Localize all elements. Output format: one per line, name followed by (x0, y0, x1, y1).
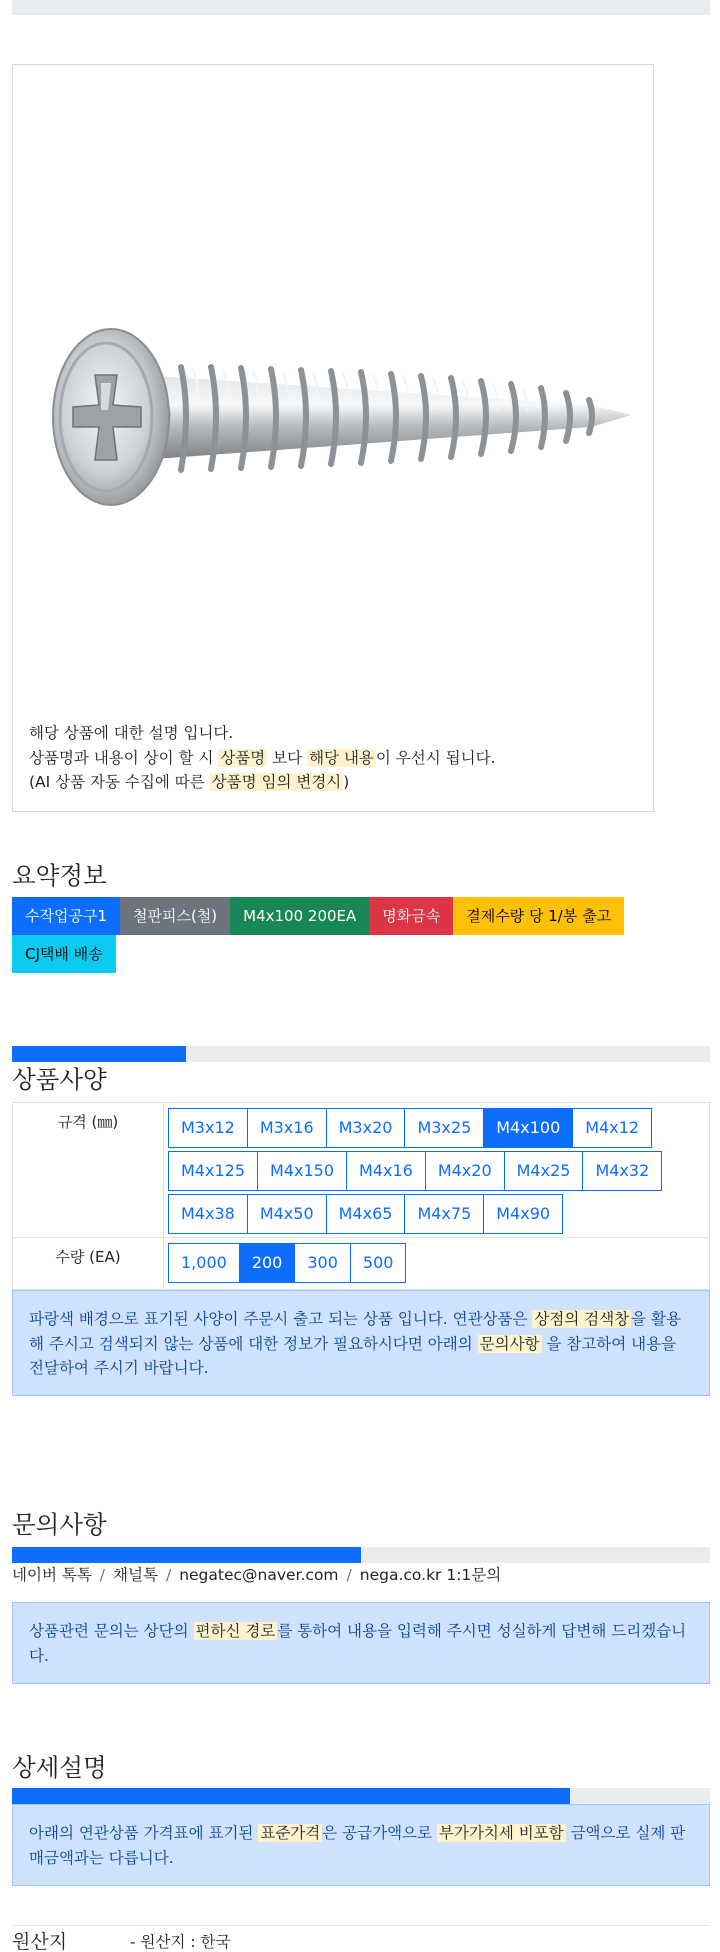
detail-progress-fill (12, 1788, 570, 1804)
spec-label-size: 규격 (㎜) (13, 1103, 164, 1237)
desc-text: 상품명과 내용이 상이 할 시 (29, 748, 219, 767)
notice-text: 은 공급가액으로 (322, 1824, 437, 1842)
size-option[interactable]: M4x20 (425, 1151, 505, 1191)
size-option[interactable]: M3x20 (326, 1108, 406, 1148)
summary-title: 요약정보 (12, 861, 107, 890)
size-option[interactable]: M4x25 (504, 1151, 584, 1191)
qty-options (164, 1238, 709, 1289)
size-option[interactable]: M3x16 (247, 1108, 327, 1148)
detail-notice (12, 1804, 710, 1886)
size-option[interactable]: M4x16 (346, 1151, 426, 1191)
spec-table (12, 1102, 710, 1290)
qty-option-row (168, 1242, 705, 1284)
desc-line-2 (29, 746, 496, 771)
notice-highlight-inquiry: 문의사항 (479, 1334, 540, 1353)
notice-text: 아래의 연관상품 가격표에 표기된 (29, 1824, 259, 1842)
notice-text: 금액으로 실제 판매금액과는 다릅니다. (29, 1824, 686, 1867)
specs-progress (12, 1046, 710, 1062)
notice-text: 파랑색 배경으로 표기된 사양이 주문시 출고 되는 상품 입니다. 연관상품은 (29, 1310, 533, 1328)
size-option-row (168, 1193, 705, 1235)
notice-highlight-price: 표준가격 (260, 1824, 321, 1842)
qty-option[interactable]: 500 (350, 1243, 407, 1283)
link-separator: / (346, 1566, 352, 1584)
qty-option-selected[interactable]: 200 (239, 1243, 296, 1283)
qty-option[interactable]: 300 (294, 1243, 351, 1283)
inquiry-links (12, 1563, 501, 1585)
notice-text: 를 통하여 내용을 입력해 주시면 성실하게 답변해 드리겠습니다. (29, 1622, 687, 1665)
inquiry-progress-fill (12, 1547, 361, 1563)
desc-line-1: 해당 상품에 대한 설명 입니다. (29, 724, 234, 742)
specs-progress-fill (12, 1046, 186, 1062)
size-option-row (168, 1107, 705, 1149)
desc-line-3 (29, 770, 496, 795)
origin-label: 원산지 (12, 1931, 68, 1952)
size-option[interactable]: M3x25 (404, 1108, 484, 1148)
size-option[interactable]: M4x125 (168, 1151, 258, 1191)
desc-text: 이 우선시 됩니다. (375, 748, 496, 767)
size-option[interactable]: M4x12 (572, 1108, 652, 1148)
badge-maker: 명화금속 (369, 897, 453, 935)
origin-divider (12, 1925, 710, 1926)
notice-highlight-search: 상점의 검색창 (534, 1310, 630, 1328)
badge-spec: M4x100 200EA (230, 897, 369, 935)
link-separator: / (165, 1566, 172, 1584)
summary-badges (12, 897, 712, 973)
top-divider (12, 0, 710, 15)
notice-text: 을 참고하여 내용을 전달하여 주시기 바랍니다. (29, 1334, 677, 1377)
badge-shipping-unit: 결제수량 당 1/봉 출고 (453, 897, 624, 935)
inquiry-title: 문의사항 (12, 1510, 107, 1539)
notice-text: 을 활용해 주시고 검색되지 않는 상품에 대한 정보가 필요하시다면 아래의 (29, 1310, 682, 1353)
screw-product-image (31, 255, 641, 575)
size-option[interactable]: M4x38 (168, 1194, 248, 1234)
size-option[interactable]: M4x32 (582, 1151, 662, 1191)
link-site-inquiry[interactable]: nega.co.kr 1:1문의 (359, 1566, 502, 1584)
link-naver-talk[interactable]: 네이버 톡톡 (12, 1566, 92, 1584)
size-option[interactable]: M4x75 (404, 1194, 484, 1234)
spec-row-qty (13, 1238, 709, 1289)
badge-delivery: CJ택배 배송 (12, 935, 116, 973)
qty-option[interactable]: 1,000 (168, 1243, 240, 1283)
product-image-card (12, 64, 654, 812)
notice-highlight-vat: 부가가치세 비포함 (438, 1824, 564, 1842)
inquiry-progress (12, 1547, 710, 1563)
desc-highlight-rename: 상품명 임의 변경시 (211, 773, 342, 791)
desc-highlight-content: 해당 내용 (309, 748, 374, 767)
link-channel-talk[interactable]: 채널톡 (113, 1566, 158, 1584)
origin-value: - 원산지 : 한국 (130, 1933, 231, 1951)
size-option[interactable]: M4x90 (483, 1194, 563, 1234)
desc-highlight-product-name: 상품명 (220, 748, 266, 767)
spec-label-qty: 수량 (EA) (13, 1238, 164, 1289)
detail-title: 상세설명 (12, 1753, 107, 1782)
desc-text: 보다 (267, 748, 308, 767)
spec-row-size (13, 1103, 709, 1238)
notice-highlight-route: 편하신 경로 (195, 1622, 276, 1640)
detail-progress (12, 1788, 710, 1804)
notice-text: 상품관련 문의는 상단의 (29, 1622, 194, 1640)
link-email[interactable]: negatec@naver.com (179, 1566, 339, 1584)
product-description (29, 721, 496, 795)
badge-category: 수작업공구1 (12, 897, 120, 935)
size-option-row (168, 1150, 705, 1192)
desc-text: (AI 상품 자동 수집에 따른 (29, 773, 210, 791)
specs-notice (12, 1290, 710, 1396)
link-separator: / (99, 1566, 106, 1584)
size-option[interactable]: M3x12 (168, 1108, 248, 1148)
size-option-selected[interactable]: M4x100 (483, 1108, 573, 1148)
size-option[interactable]: M4x150 (257, 1151, 347, 1191)
desc-text: ) (343, 773, 350, 791)
size-option[interactable]: M4x50 (247, 1194, 327, 1234)
specs-title: 상품사양 (12, 1065, 107, 1094)
size-option[interactable]: M4x65 (326, 1194, 406, 1234)
badge-type: 철판피스(철) (120, 897, 230, 935)
size-options (164, 1103, 709, 1237)
inquiry-notice (12, 1602, 710, 1684)
